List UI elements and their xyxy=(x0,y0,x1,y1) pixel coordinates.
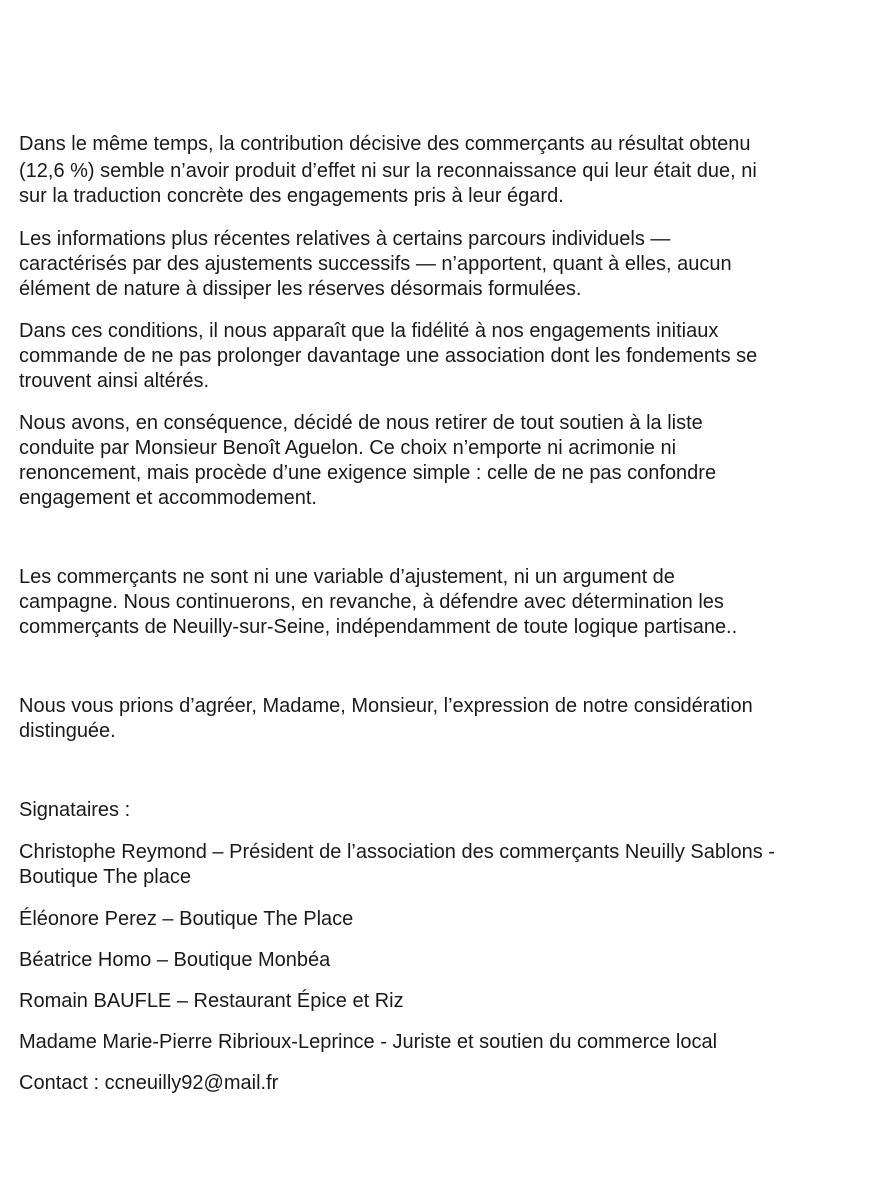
paragraph-4-line-4: engagement et accommodement. xyxy=(19,487,317,509)
signatory-1-line-2: Boutique The place xyxy=(19,866,191,888)
paragraph-5-line-3: commerçants de Neuilly-sur-Seine, indépendamment de toute logique partisane.. xyxy=(19,616,738,638)
closing-line-1: Nous vous prions d’agréer, Madame, Monsieur, l’expression de notre considération xyxy=(19,695,753,717)
contact-line: Contact : ccneuilly92@mail.fr xyxy=(19,1072,279,1094)
signatory-5: Madame Marie-Pierre Ribrioux-Leprince - Juriste et soutien du commerce local xyxy=(19,1031,718,1053)
paragraph-2-line-2: caractérisés par des ajustements successifs — n’apportent, quant à elles, aucun xyxy=(19,253,732,275)
paragraph-4-line-3: renoncement, mais procède d’une exigence simple : celle de ne pas confondre xyxy=(19,462,717,484)
paragraph-3-line-3: trouvent ainsi altérés. xyxy=(19,370,210,392)
signatories-heading: Signataires : xyxy=(19,799,131,821)
signatory-2: Éléonore Perez – Boutique The Place xyxy=(19,908,354,930)
signatory-3: Béatrice Homo – Boutique Monbéa xyxy=(19,949,331,971)
paragraph-2-line-3: élément de nature à dissiper les réserves désormais formulées. xyxy=(19,278,582,300)
paragraph-2-line-1: Les informations plus récentes relatives à certains parcours individuels — xyxy=(19,228,671,250)
paragraph-1-line-2: (12,6 %) semble n’avoir produit d’effet ni sur la reconnaissance qui leur était due, ni xyxy=(19,160,757,182)
paragraph-3-line-2: commande de ne pas prolonger davantage une association dont les fondements se xyxy=(19,345,758,367)
signatory-1-line-1: Christophe Reymond – Président de l’association des commerçants Neuilly Sablons - xyxy=(19,841,775,863)
paragraph-1-line-3: sur la traduction concrète des engagements pris à leur égard. xyxy=(19,185,564,207)
closing-line-2: distinguée. xyxy=(19,720,116,742)
signatory-4: Romain BAUFLE – Restaurant Épice et Riz xyxy=(19,990,404,1012)
paragraph-1-line-1: Dans le même temps, la contribution décisive des commerçants au résultat obtenu xyxy=(19,133,751,155)
paragraph-4-line-1: Nous avons, en conséquence, décidé de nous retirer de tout soutien à la liste xyxy=(19,412,703,434)
paragraph-5-line-1: Les commerçants ne sont ni une variable d’ajustement, ni un argument de xyxy=(19,566,675,588)
paragraph-3-line-1: Dans ces conditions, il nous apparaît que la fidélité à nos engagements initiaux xyxy=(19,320,719,342)
paragraph-4-line-2: conduite par Monsieur Benoît Aguelon. Ce choix n’emporte ni acrimonie ni xyxy=(19,437,677,459)
paragraph-5-line-2: campagne. Nous continuerons, en revanche, à défendre avec détermination les xyxy=(19,591,724,613)
